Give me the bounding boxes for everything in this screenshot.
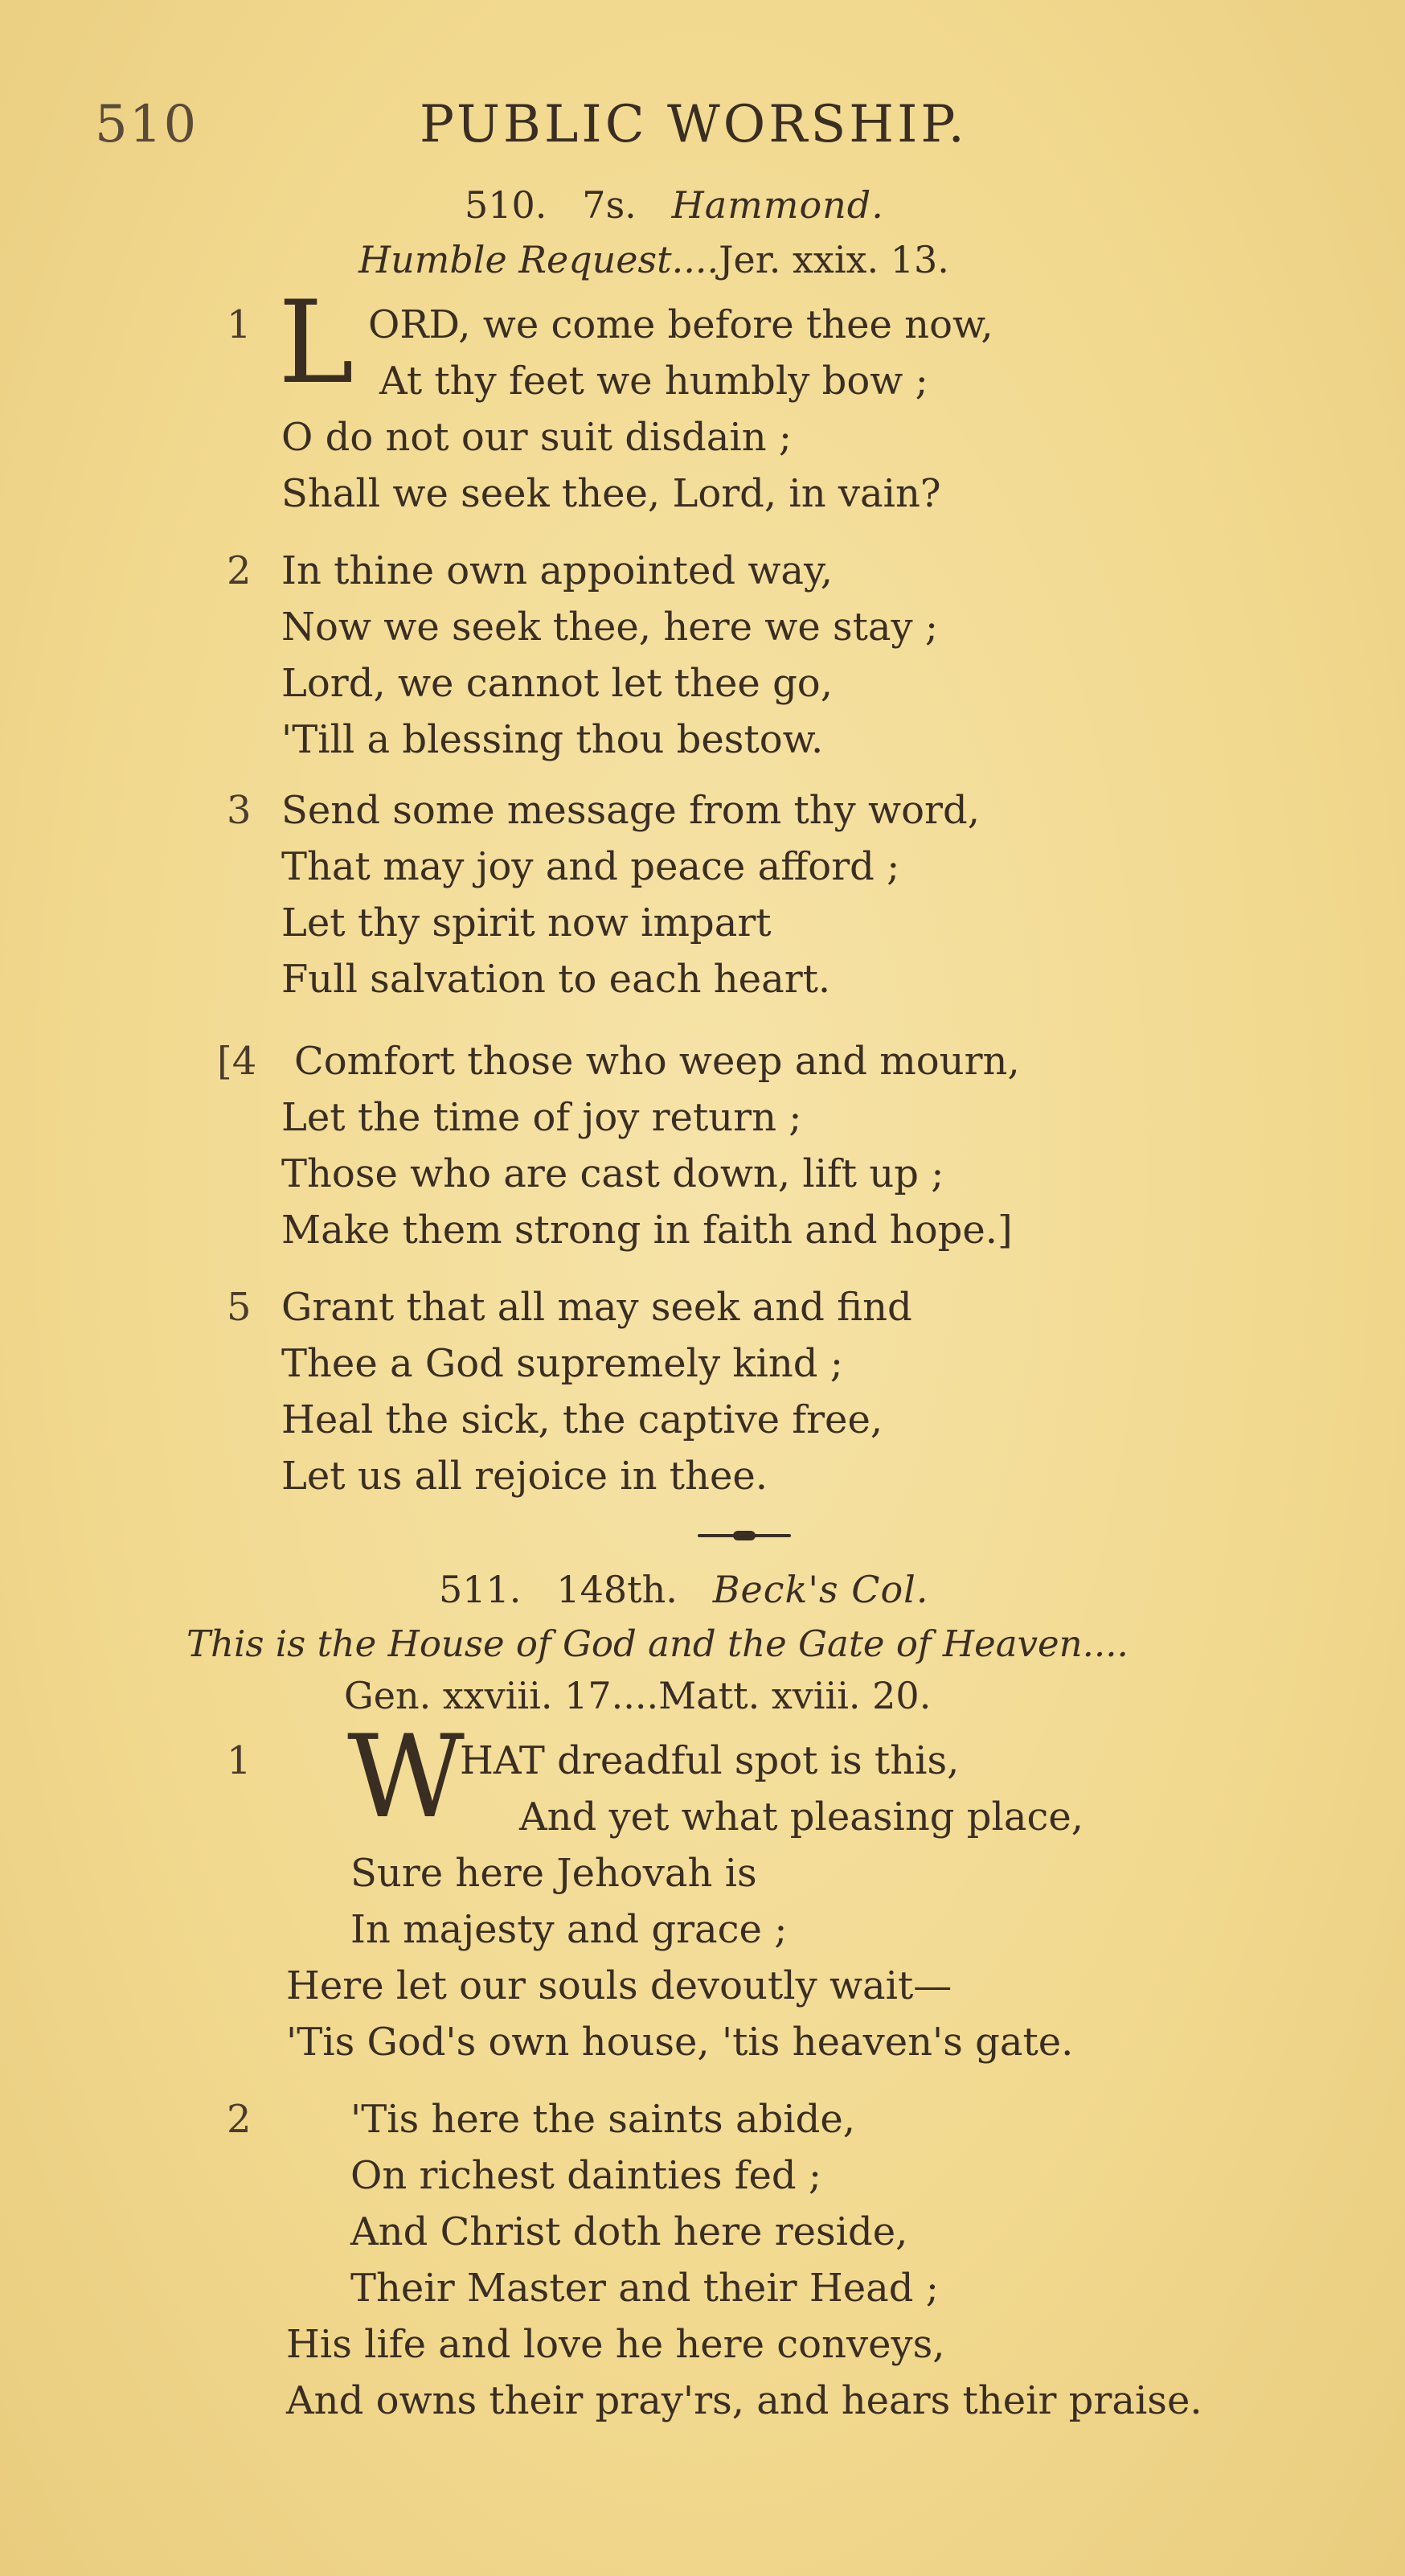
hymn-number: 511. — [439, 1568, 522, 1611]
verse-number: [4 — [217, 1039, 257, 1084]
hymn-subtitle-line — [358, 238, 949, 281]
verse-number: 3 — [227, 788, 252, 833]
hymn-tune: Beck's Col. — [712, 1568, 929, 1611]
verse-line: Grant that all may seek and find — [281, 1285, 912, 1330]
verse-line: In majesty and grace ; — [350, 1907, 788, 1952]
verse-line: Lord, we cannot let thee go, — [281, 661, 833, 706]
verse-number: 1 — [227, 1738, 252, 1783]
verse-number: 2 — [227, 2097, 252, 2142]
verse-line: Here let our souls devoutly wait— — [286, 1963, 952, 2008]
hymn-meter: 7s. — [582, 183, 637, 227]
verse-line: HAT dreadful spot is this, — [460, 1738, 960, 1783]
verse-line: Shall we seek thee, Lord, in vain? — [281, 471, 941, 516]
page-number: 510 — [95, 95, 199, 154]
verse-line: 'Tis God's own house, 'tis heaven's gate. — [286, 2020, 1074, 2065]
hymn-subtitle: This is the House of God and the Gate of Heaven.... — [186, 1622, 1129, 1665]
verse-number: 1 — [227, 302, 252, 347]
section-divider — [698, 1534, 791, 1537]
verse-line: Let us all rejoice in thee. — [281, 1454, 768, 1499]
verse-line: On richest dainties fed ; — [350, 2153, 822, 2198]
hymn-reference: Gen. xxviii. 17....Matt. xviii. 20. — [344, 1674, 932, 1717]
hymn-meter: 148th. — [556, 1568, 678, 1611]
verse-number: 2 — [227, 548, 252, 593]
verse-line: His life and love he here conveys, — [286, 2322, 945, 2367]
hymn-heading — [439, 1568, 928, 1611]
verse-line: ORD, we come before thee now, — [368, 302, 993, 347]
verse-line: Comfort those who weep and mourn, — [294, 1039, 1020, 1084]
hymn-number: 510. — [465, 183, 547, 227]
verse-line: And owns their pray'rs, and hears their praise. — [286, 2378, 1202, 2423]
running-head — [95, 95, 1140, 154]
verse-line: At thy feet we humbly bow ; — [379, 359, 928, 404]
verse-line: Heal the sick, the captive free, — [281, 1397, 883, 1442]
verse-line: Let the time of joy return ; — [281, 1095, 802, 1140]
verse-line: Let thy spirit now impart — [281, 900, 772, 945]
verse-line: Thee a God supremely kind ; — [281, 1341, 843, 1386]
verse-line: Send some message from thy word, — [281, 788, 980, 833]
drop-cap: W — [347, 1711, 465, 1844]
verse-line: 'Tis here the saints abide, — [350, 2097, 856, 2142]
running-title: PUBLIC WORSHIP. — [420, 95, 968, 154]
verse-line: Their Master and their Head ; — [350, 2266, 939, 2311]
drop-cap: L — [278, 277, 354, 409]
hymn-reference: Jer. xxix. 13. — [719, 238, 949, 281]
verse-line: And Christ doth here reside, — [350, 2209, 908, 2254]
verse-line: O do not our suit disdain ; — [281, 415, 793, 460]
verse-line: Sure here Jehovah is — [350, 1851, 757, 1896]
verse-line: That may joy and peace afford ; — [281, 844, 900, 889]
verse-line: 'Till a blessing thou bestow. — [281, 717, 824, 762]
verse-line: And yet what pleasing place, — [519, 1795, 1084, 1840]
verse-line: Now we seek thee, here we stay ; — [281, 605, 939, 650]
hymn-subtitle: Humble Request.... — [358, 238, 719, 281]
verse-line: Those who are cast down, lift up ; — [281, 1151, 944, 1196]
verse-line: Make them strong in faith and hope.] — [281, 1208, 1013, 1253]
verse-line: Full salvation to each heart. — [281, 957, 831, 1002]
verse-line: In thine own appointed way, — [281, 548, 834, 593]
verse-number: 5 — [227, 1285, 252, 1330]
hymn-heading — [465, 183, 884, 227]
hymn-tune: Hammond. — [671, 183, 884, 227]
